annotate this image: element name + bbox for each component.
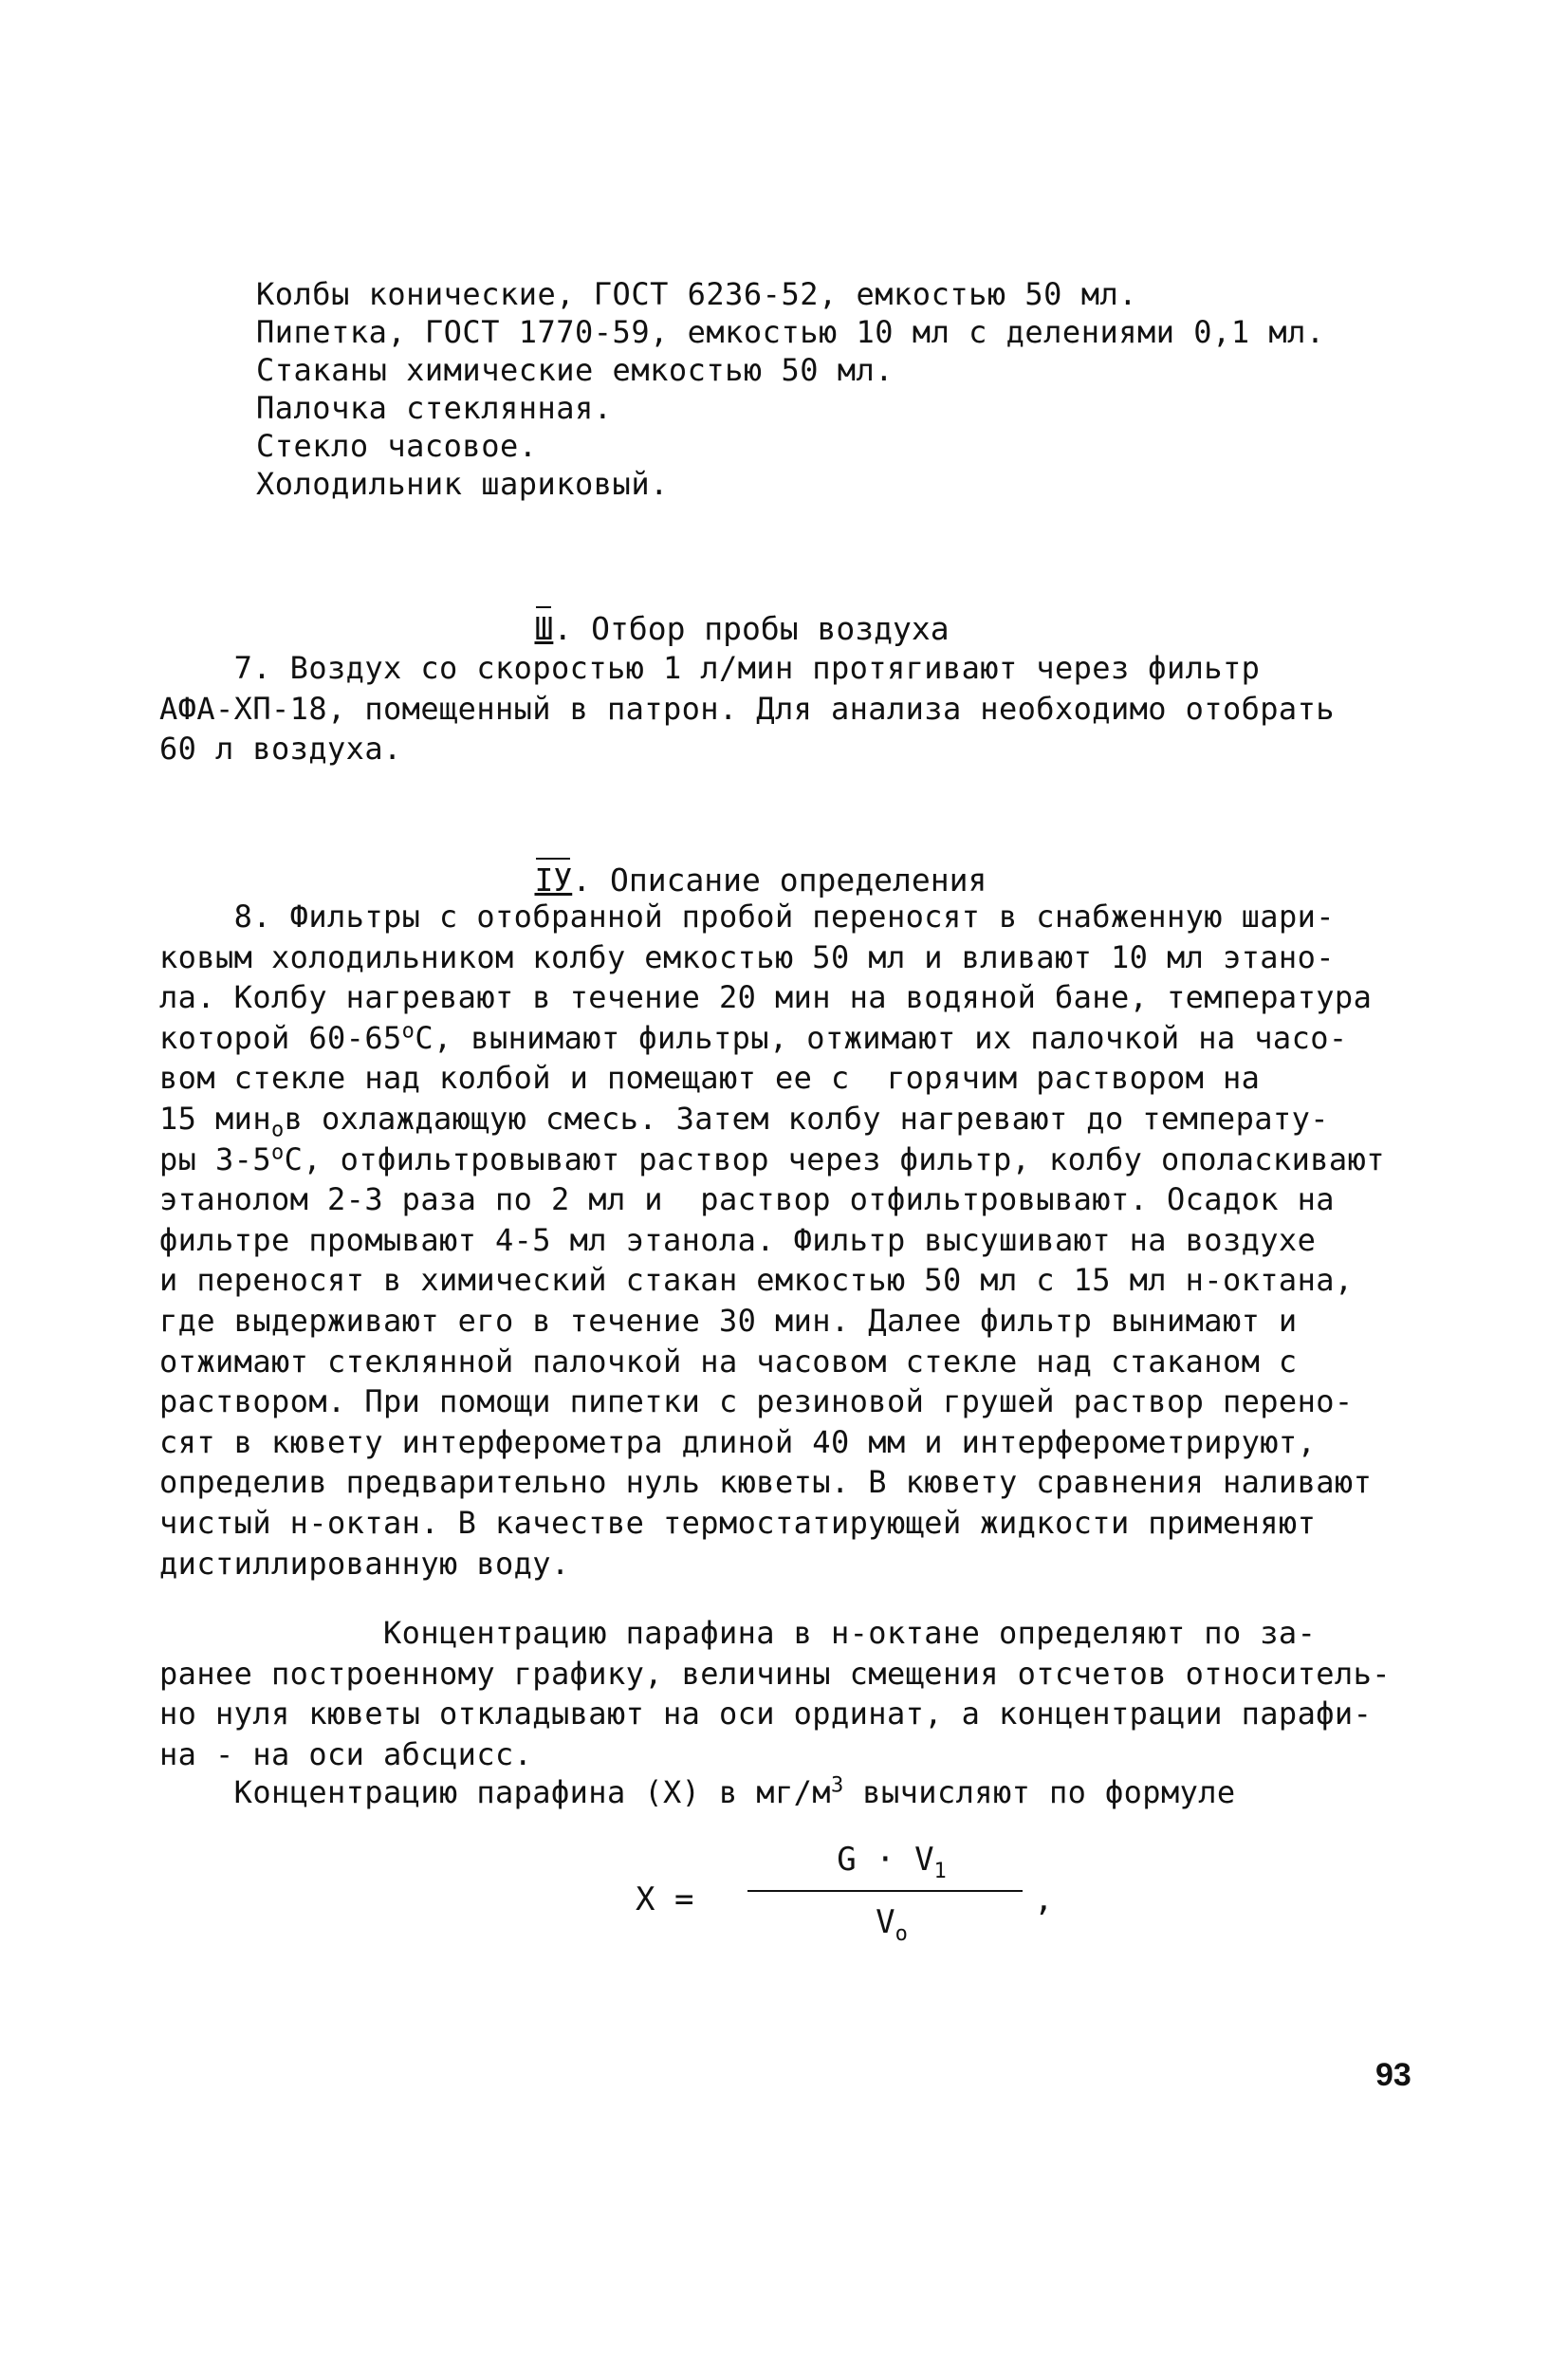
- apparatus-item: Холодильник шариковый.: [256, 466, 669, 502]
- text-line: ла. Колбу нагревают в течение 20 мин на водяной бане, температура: [159, 979, 1373, 1016]
- apparatus-item: Стаканы химические емкостью 50 мл.: [256, 352, 895, 388]
- text-line: но нуля кюветы откладывают на оси ординат, а концентрации парафи-: [159, 1695, 1373, 1732]
- text-line: ры $3-5^оС$, отфильтровывают раствор через фильтр, колбу ополаскивают: [159, 1139, 1385, 1177]
- text-line: чистый н-октан. В качестве термостатирующей жидкости применяют: [159, 1504, 1317, 1541]
- text-line: Концентрацию парафина в н-октане определяют по за-: [159, 1615, 1317, 1651]
- apparatus-item: Палочка стеклянная.: [256, 390, 613, 426]
- fraction-bar: [747, 1890, 1023, 1892]
- text-line: сят в кювету интерферометра длиной 40 мм и интерферометрируют,: [159, 1423, 1317, 1460]
- formula-denominator: $V_o$: [876, 1903, 908, 1946]
- paragraph-10: [159, 1772, 1430, 1813]
- text-line: этанолом 2-3 раза по 2 мл и раствор отфильтровывают. Осадок на: [159, 1181, 1335, 1218]
- text-line: вом стекле над колбой и помещают ее с горячим раствором на: [159, 1060, 1261, 1097]
- formula-lhs: Х =: [636, 1881, 694, 1918]
- text-line: 15 мин$_о$в охлаждающую смесь. Затем колбу нагревают до температу-: [159, 1100, 1329, 1142]
- text-line: отжимают стеклянной палочкой на часовом стекле над стаканом с: [159, 1343, 1298, 1380]
- text-line: 7. Воздух со скоростью 1 л/мин протягивают через фильтр: [233, 650, 1261, 686]
- section-title: . Отбор пробы воздуха: [553, 610, 950, 647]
- text-line: фильтре промывают 4-5 мл этанола. Фильтр высушивают на воздухе: [159, 1221, 1317, 1258]
- text-line: АФА-ХП-18, помещенный в патрон. Для анализа необходимо отобрать: [159, 690, 1335, 727]
- text-line: на - на оси абсцисс.: [159, 1735, 533, 1772]
- text-line: где выдерживают его в течение 30 мин. Далее фильтр вынимают и: [159, 1302, 1298, 1339]
- text-line: дистиллированную воду.: [159, 1545, 570, 1582]
- formula-numerator: $G \cdot V_1$: [837, 1841, 947, 1883]
- text-line: ранее построенному графику, величины смещения отсчетов относитель-: [159, 1655, 1391, 1692]
- text-line: ковым холодильником колбу емкостью 50 мл и вливают 10 мл этано-: [159, 938, 1335, 975]
- text-line: 60 л воздуха.: [159, 731, 402, 768]
- section-numeral: ІУ: [534, 862, 573, 899]
- text-line: Концентрацию парафина (Х) в $мг/м^3$ вычисляют по формуле: [159, 1773, 1236, 1810]
- apparatus-item: Колбы конические, ГОСТ 6236-52, емкостью 50 мл.: [256, 276, 1137, 312]
- apparatus-item: Стекло часовое.: [256, 428, 538, 464]
- text-line: определив предварительно нуль кюветы. В кювету сравнения наливают: [159, 1464, 1373, 1501]
- paragraph-7: [159, 648, 1430, 769]
- page-number: 93: [1375, 2057, 1411, 2093]
- text-line: которой $60-65^оС$, вынимают фильтры, отжимают их палочкой на часо-: [159, 1019, 1348, 1056]
- apparatus-item: Пипетка, ГОСТ 1770-59, емкостью 10 мл с делениями 0,1 мл.: [256, 314, 1325, 350]
- apparatus-list: [256, 275, 1325, 503]
- text-line: раствором. При помощи пипетки с резиновой грушей раствор перено-: [159, 1383, 1354, 1420]
- section-numeral: Ш: [534, 610, 554, 647]
- section-title: . Описание определения: [572, 862, 987, 899]
- formula-comma: ,: [1034, 1881, 1054, 1918]
- text-line: и переносят в химический стакан емкостью 50 мл с 15 мл н-октана,: [159, 1262, 1354, 1299]
- text-line: 8. Фильтры с отобранной пробой переносят в снабженную шари-: [233, 899, 1335, 935]
- paragraph-8: [159, 897, 1430, 1584]
- concentration-formula: [636, 1841, 1072, 1973]
- paragraph-9: [159, 1613, 1430, 1774]
